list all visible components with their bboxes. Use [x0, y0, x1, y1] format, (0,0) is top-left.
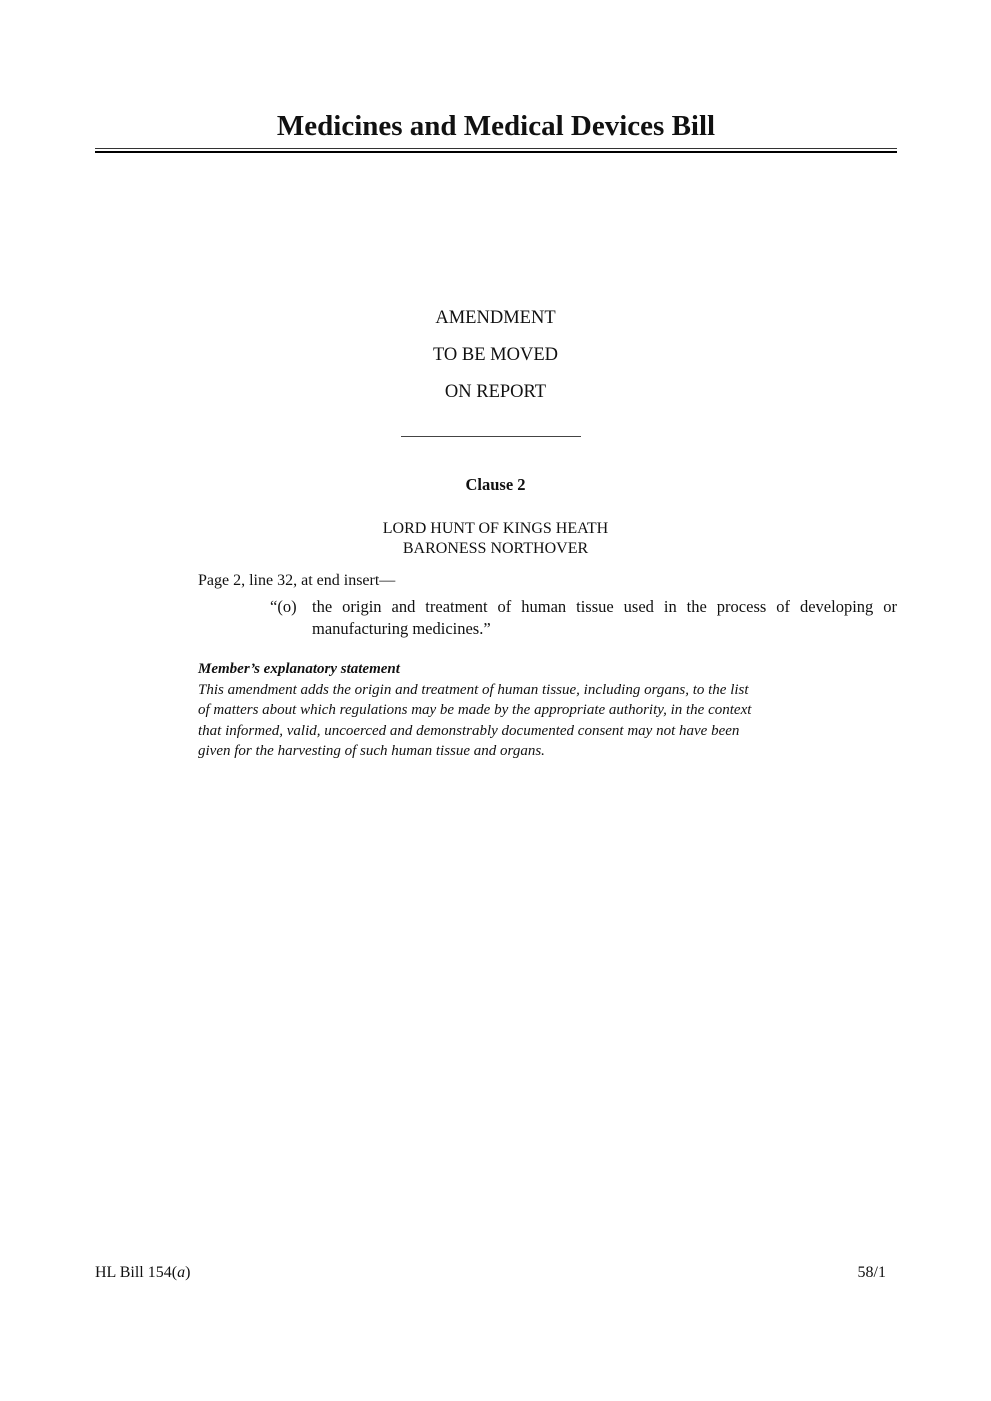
bill-ref-italic: a: [177, 1264, 186, 1281]
amendment-instruction: Page 2, line 32, at end insert—: [198, 572, 396, 589]
title-rule-thick: [95, 151, 897, 153]
statement-heading: Member’s explanatory statement: [198, 661, 400, 677]
title-rule-thin: [95, 148, 897, 149]
clause-heading: Clause 2: [465, 475, 526, 494]
footer-bill-reference: [95, 1264, 190, 1282]
amendment-heading: [0, 305, 991, 416]
member-name: LORD HUNT OF KINGS HEATH: [382, 520, 609, 537]
bill-ref-prefix: HL Bill 154(: [95, 1264, 178, 1281]
member-name: BARONESS NORTHOVER: [402, 540, 589, 557]
explanatory-statement: [198, 659, 898, 762]
inserted-text: [270, 596, 897, 640]
insert-body: the origin and treatment of human tissue used in the process of developing or manufacturing medicines.”: [312, 597, 897, 638]
statement-line: This amendment adds the origin and treatment of human tissue, including organs, to the list: [198, 681, 749, 698]
heading-line: AMENDMENT: [435, 308, 556, 328]
insert-number: “(o): [270, 597, 297, 616]
footer-page-reference: 58/1: [857, 1264, 886, 1281]
separator-rule: [401, 436, 581, 437]
heading-line: ON REPORT: [444, 382, 547, 402]
statement-line: of matters about which regulations may be made by the appropriate authority, in the context: [198, 702, 752, 718]
statement-line: given for the harvesting of such human tissue and organs.: [198, 743, 545, 759]
document-title: Medicines and Medical Devices Bill: [276, 110, 716, 142]
members-list: [0, 519, 991, 559]
statement-line: that informed, valid, uncoerced and demonstrably documented consent may not have been: [198, 722, 740, 739]
bill-ref-suffix: ): [185, 1264, 191, 1281]
heading-line: TO BE MOVED: [432, 345, 559, 365]
